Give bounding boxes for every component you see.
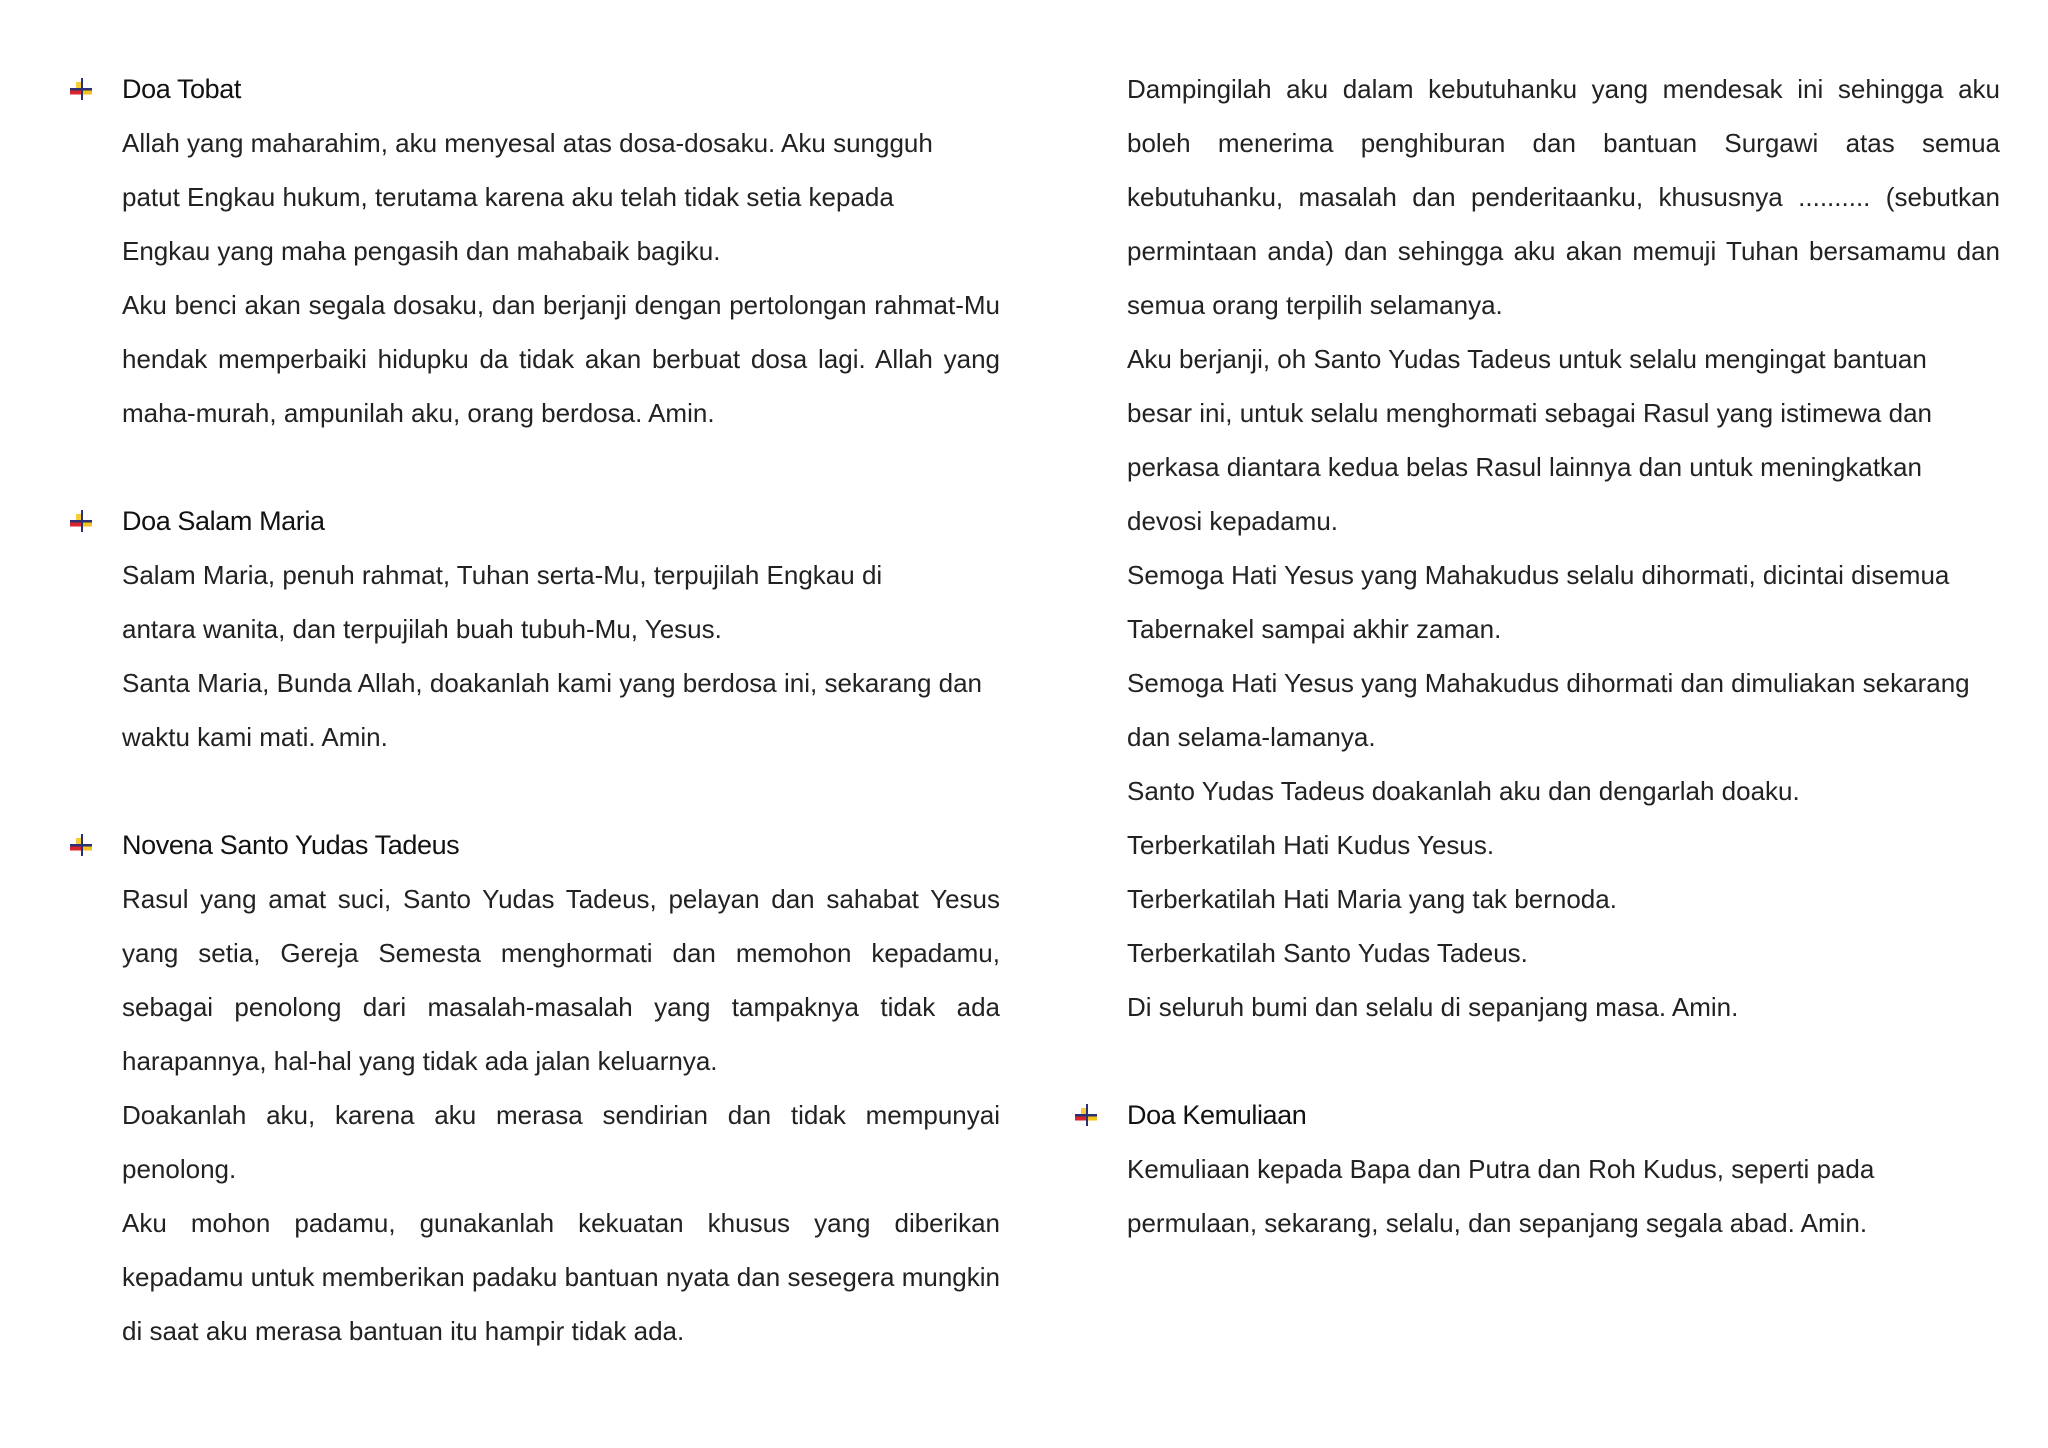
section-title: Doa Salam Maria — [122, 506, 325, 536]
paragraph: Terberkatilah Hati Maria yang tak bernoda. — [1127, 884, 1617, 914]
novena-continuation — [1075, 62, 2000, 1034]
paragraph: Kemuliaan kepada Bapa dan Putra dan Roh Kudus, seperti pada permulaan, sekarang, selalu, dan sepanjang segala abad. Amin. — [1127, 1154, 1875, 1238]
section-title: Novena Santo Yudas Tadeus — [122, 830, 460, 860]
paragraph: Rasul yang amat suci, Santo Yudas Tadeus, pelayan dan sahabat Yesus yang setia, Gereja Semesta menghormati dan memohon kepadamu, sebagai penolong dari masalah-masalah yang tampaknya tidak ada harapannya, hal-hal yang tidak ada jalan keluarnya. — [122, 884, 1000, 1076]
cross-bullet-icon — [1075, 1104, 1097, 1126]
paragraph: Allah yang maharahim, aku menyesal atas dosa-dosaku. Aku sungguh patut Engkau hukum, terutama karena aku telah tidak setia kepada Engkau yang maha pengasih dan mahabaik bagiku. — [122, 128, 933, 266]
right-column — [1075, 62, 2000, 1250]
paragraph: Aku mohon padamu, gunakanlah kekuatan khusus yang diberikan kepadamu untuk memberikan padaku bantuan nyata dan sesegera mungkin di saat aku merasa bantuan itu hampir tidak ada. — [122, 1208, 1000, 1346]
paragraph: Terberkatilah Santo Yudas Tadeus. — [1127, 938, 1528, 968]
section-novena-santo-yudas-tadeus — [70, 818, 1000, 1358]
section-doa-salam-maria — [70, 494, 1000, 764]
paragraph: Aku benci akan segala dosaku, dan berjanji dengan pertolongan rahmat-Mu hendak memperbaiki hidupku da tidak akan berbuat dosa lagi. Allah yang maha-murah, ampunilah aku, orang berdosa. Amin. — [122, 290, 1000, 428]
section-heading — [70, 62, 1000, 116]
paragraph: Santo Yudas Tadeus doakanlah aku dan dengarlah doaku. — [1127, 776, 1800, 806]
paragraph: Salam Maria, penuh rahmat, Tuhan serta-Mu, terpujilah Engkau di antara wanita, dan terpujilah buah tubuh-Mu, Yesus. — [122, 560, 883, 644]
section-title: Doa Kemuliaan — [1127, 1100, 1307, 1130]
section-heading — [70, 818, 1000, 872]
paragraph: Di seluruh bumi dan selalu di sepanjang masa. Amin. — [1127, 992, 1739, 1022]
paragraph: Aku berjanji, oh Santo Yudas Tadeus untuk selalu mengingat bantuan besar ini, untuk selalu menghormati sebagai Rasul yang istimewa dan perkasa diantara kedua belas Rasul lainnya dan untuk meningkatkan devosi kepadamu. — [1127, 344, 1932, 536]
left-column — [70, 62, 1000, 1358]
paragraph: Santa Maria, Bunda Allah, doakanlah kami yang berdosa ini, sekarang dan waktu kami mati. Amin. — [122, 668, 983, 752]
paragraph: Semoga Hati Yesus yang Mahakudus selalu dihormati, dicintai disemua Tabernakel sampai akhir zaman. — [1127, 560, 1950, 644]
section-doa-kemuliaan — [1075, 1088, 2000, 1250]
section-heading — [70, 494, 1000, 548]
cross-bullet-icon — [70, 510, 92, 532]
section-title: Doa Tobat — [122, 74, 241, 104]
section-doa-tobat — [70, 62, 1000, 440]
paragraph: Dampingilah aku dalam kebutuhanku yang mendesak ini sehingga aku boleh menerima penghiburan dan bantuan Surgawi atas semua kebutuhanku, masalah dan penderitaanku, khususnya .......... (sebutkan permintaan anda) dan sehingga aku akan memuji Tuhan bersamamu dan semua orang terpilih selamanya. — [1127, 74, 2000, 320]
paragraph: Terberkatilah Hati Kudus Yesus. — [1127, 830, 1495, 860]
paragraph: Semoga Hati Yesus yang Mahakudus dihormati dan dimuliakan sekarang dan selama-lamanya. — [1127, 668, 1970, 752]
cross-bullet-icon — [70, 78, 92, 100]
paragraph: Doakanlah aku, karena aku merasa sendirian dan tidak mempunyai penolong. — [122, 1100, 1000, 1184]
cross-bullet-icon — [70, 834, 92, 856]
section-heading — [1075, 1088, 2000, 1142]
